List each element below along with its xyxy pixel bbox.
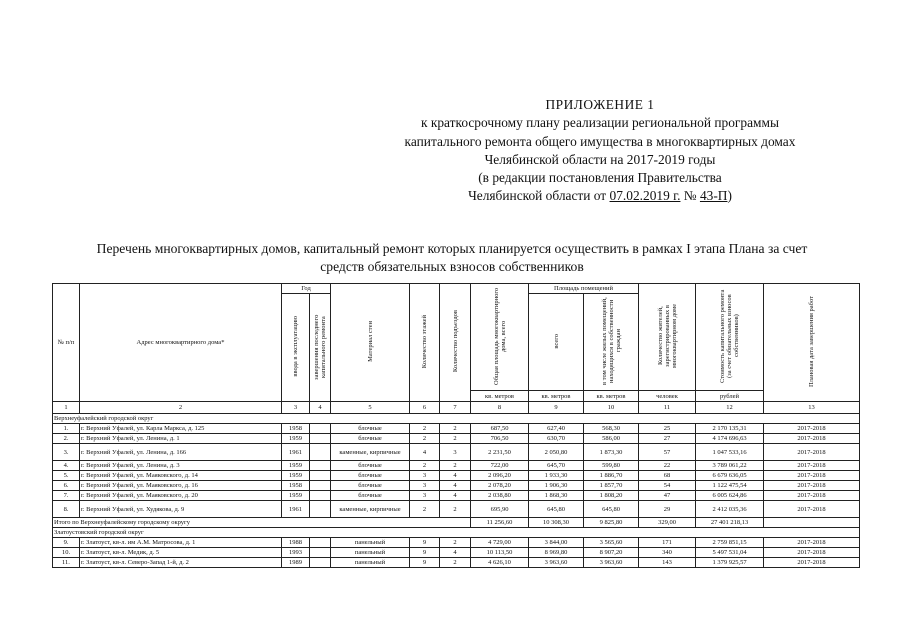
cell-total-area: 706,50 xyxy=(471,434,529,444)
cell-material: панельный xyxy=(331,538,410,548)
header-premises-total: всего xyxy=(529,294,584,391)
column-number-4: 4 xyxy=(310,402,331,414)
cell-num: 11. xyxy=(53,558,80,568)
cell-year: 1959 xyxy=(282,434,310,444)
table-row xyxy=(53,548,860,558)
cell-residents: 25 xyxy=(639,424,696,434)
resolution-date: 07.02.2019 г. xyxy=(609,188,681,204)
cell-premises-citizens: 1 873,30 xyxy=(584,444,639,461)
cell-material: блочные xyxy=(331,434,410,444)
cell-premises-citizens: 645,80 xyxy=(584,501,639,518)
section-row xyxy=(53,414,860,424)
cell-material: каменные, кирпичные xyxy=(331,501,410,518)
cell-total-area: 722,00 xyxy=(471,461,529,471)
cell-material: блочные xyxy=(331,461,410,471)
cell-last-repair xyxy=(310,461,331,471)
cell-cost: 6 005 624,86 xyxy=(696,491,764,501)
table-row xyxy=(53,558,860,568)
header-address: Адрес многоквартирного дома* xyxy=(80,284,282,402)
cell-premises-total: 1 906,30 xyxy=(529,481,584,491)
cell-residents: 22 xyxy=(639,461,696,471)
cell-year: 1961 xyxy=(282,444,310,461)
column-number-13: 13 xyxy=(764,402,860,414)
cell-year: 1989 xyxy=(282,558,310,568)
column-number-7: 7 xyxy=(440,402,471,414)
section-name: Верхнеуфалейский городской округ xyxy=(53,414,860,424)
document-heading xyxy=(40,240,864,276)
section-name: Златоустовский городской округ xyxy=(53,528,860,538)
column-number-6: 6 xyxy=(410,402,440,414)
cell-premises-total: 630,70 xyxy=(529,434,584,444)
cell-premises-total: 2 050,80 xyxy=(529,444,584,461)
cell-last-repair xyxy=(310,548,331,558)
cell-total-area: 4 729,00 xyxy=(471,538,529,548)
cell-total-area: 10 113,50 xyxy=(471,548,529,558)
column-number-3: 3 xyxy=(282,402,310,414)
header-num: № п/п xyxy=(53,284,80,402)
cell-last-repair xyxy=(310,444,331,461)
cell-total-area: 2 096,20 xyxy=(471,471,529,481)
total-premises: 10 308,30 xyxy=(529,518,584,528)
cell-material: блочные xyxy=(331,491,410,501)
resolution-number: 43-П xyxy=(699,188,728,204)
cell-total-area: 2 078,20 xyxy=(471,481,529,491)
header-premises-citizens: в том числе жилых помещений, находящихся в собственности граждан xyxy=(584,294,639,391)
cell-year: 1959 xyxy=(282,491,310,501)
cell-premises-total: 627,40 xyxy=(529,424,584,434)
cell-entrances: 4 xyxy=(440,548,471,558)
cell-floors: 2 xyxy=(410,461,440,471)
cell-total-area: 2 038,80 xyxy=(471,491,529,501)
appendix-header xyxy=(300,96,900,206)
cell-last-repair xyxy=(310,481,331,491)
total-date xyxy=(764,518,860,528)
table-row xyxy=(53,538,860,548)
cell-cost: 1 122 475,54 xyxy=(696,481,764,491)
cell-premises-citizens: 1 886,70 xyxy=(584,471,639,481)
header-floors: Количество этажей xyxy=(410,284,440,402)
cell-floors: 2 xyxy=(410,501,440,518)
cell-year: 1959 xyxy=(282,471,310,481)
cell-year: 1961 xyxy=(282,501,310,518)
cell-premises-total: 645,70 xyxy=(529,461,584,471)
cell-planned-date: 2017-2018 xyxy=(764,424,860,434)
cell-premises-total: 1 933,30 xyxy=(529,471,584,481)
cell-entrances: 4 xyxy=(440,471,471,481)
cell-premises-total: 645,80 xyxy=(529,501,584,518)
cell-planned-date: 2017-2018 xyxy=(764,444,860,461)
cell-material: каменные, кирпичные xyxy=(331,444,410,461)
cell-premises-citizens: 8 907,20 xyxy=(584,548,639,558)
cell-material: блочные xyxy=(331,424,410,434)
cell-num: 3. xyxy=(53,444,80,461)
appendix-line-5 xyxy=(300,187,900,205)
cell-num: 6. xyxy=(53,481,80,491)
column-number-5: 5 xyxy=(331,402,410,414)
cell-planned-date: 2017-2018 xyxy=(764,491,860,501)
unit-premises-citizens: кв. метров xyxy=(584,391,639,402)
cell-residents: 27 xyxy=(639,434,696,444)
column-number-12: 12 xyxy=(696,402,764,414)
header-year: Год xyxy=(282,284,331,294)
header-wall-material: Материал стен xyxy=(331,284,410,402)
cell-residents: 54 xyxy=(639,481,696,491)
cell-num: 5. xyxy=(53,471,80,481)
cell-floors: 2 xyxy=(410,424,440,434)
appendix-line-5-suffix: ) xyxy=(727,188,732,204)
total-row xyxy=(53,518,860,528)
cell-premises-citizens: 1 808,20 xyxy=(584,491,639,501)
cell-residents: 143 xyxy=(639,558,696,568)
unit-cost: рублей xyxy=(696,391,764,402)
cell-residents: 340 xyxy=(639,548,696,558)
header-year-commission: ввода в эксплуатацию xyxy=(282,294,310,402)
cell-premises-total: 8 969,80 xyxy=(529,548,584,558)
cell-cost: 4 174 696,63 xyxy=(696,434,764,444)
cell-last-repair xyxy=(310,538,331,548)
cell-address: г. Верхний Уфалей, ул. Ленина, д. 166 xyxy=(80,444,282,461)
cell-address: г. Верхний Уфалей, ул. Маяковского, д. 20 xyxy=(80,491,282,501)
section-row xyxy=(53,528,860,538)
cell-cost: 2 170 135,31 xyxy=(696,424,764,434)
unit-residents: человек xyxy=(639,391,696,402)
cell-entrances: 2 xyxy=(440,538,471,548)
header-planned-date: Плановая дата завершения работ xyxy=(764,284,860,402)
header-entrances: Количество подъездов xyxy=(440,284,471,402)
cell-material: панельный xyxy=(331,548,410,558)
cell-floors: 3 xyxy=(410,481,440,491)
cell-planned-date: 2017-2018 xyxy=(764,548,860,558)
cell-total-area: 4 626,10 xyxy=(471,558,529,568)
cell-entrances: 2 xyxy=(440,461,471,471)
cell-premises-citizens: 599,80 xyxy=(584,461,639,471)
cell-premises-total: 3 844,00 xyxy=(529,538,584,548)
appendix-line-5-prefix: Челябинской области от xyxy=(468,188,610,204)
cell-total-area: 695,90 xyxy=(471,501,529,518)
total-label: Итого по Верхнеуфалейскому городскому округу xyxy=(53,518,471,528)
cell-residents: 29 xyxy=(639,501,696,518)
cell-cost: 2 759 851,15 xyxy=(696,538,764,548)
cell-planned-date: 2017-2018 xyxy=(764,471,860,481)
cell-address: г. Верхний Уфалей, ул. Карла Маркса, д. 125 xyxy=(80,424,282,434)
cell-planned-date: 2017-2018 xyxy=(764,538,860,548)
unit-total-area: кв. метров xyxy=(471,391,529,402)
total-cost: 27 401 218,13 xyxy=(696,518,764,528)
cell-cost: 1 047 533,16 xyxy=(696,444,764,461)
cell-last-repair xyxy=(310,501,331,518)
cell-planned-date: 2017-2018 xyxy=(764,434,860,444)
cell-residents: 47 xyxy=(639,491,696,501)
cell-planned-date: 2017-2018 xyxy=(764,558,860,568)
cell-premises-total: 3 963,60 xyxy=(529,558,584,568)
cell-floors: 3 xyxy=(410,471,440,481)
cell-entrances: 2 xyxy=(440,424,471,434)
table-row xyxy=(53,424,860,434)
column-number-11: 11 xyxy=(639,402,696,414)
header-cost: Стоимость капитального ремонта (за счет обязательных взносов собственников) xyxy=(696,284,764,391)
header-row-1 xyxy=(53,284,860,294)
cell-cost: 5 497 531,04 xyxy=(696,548,764,558)
cell-material: блочные xyxy=(331,471,410,481)
column-number-10: 10 xyxy=(584,402,639,414)
cell-residents: 68 xyxy=(639,471,696,481)
cell-num: 1. xyxy=(53,424,80,434)
cell-entrances: 2 xyxy=(440,501,471,518)
cell-year: 1988 xyxy=(282,538,310,548)
appendix-line-1: к краткосрочному плану реализации региональной программы xyxy=(420,115,779,131)
cell-premises-citizens: 3 565,60 xyxy=(584,538,639,548)
appendix-line-5-mid: № xyxy=(680,188,700,204)
buildings-table xyxy=(52,283,860,568)
cell-residents: 57 xyxy=(639,444,696,461)
cell-total-area: 2 231,50 xyxy=(471,444,529,461)
cell-material: блочные xyxy=(331,481,410,491)
cell-premises-citizens: 586,00 xyxy=(584,434,639,444)
cell-last-repair xyxy=(310,471,331,481)
cell-num: 10. xyxy=(53,548,80,558)
table-row xyxy=(53,491,860,501)
cell-last-repair xyxy=(310,434,331,444)
cell-floors: 9 xyxy=(410,548,440,558)
cell-address: г. Златоуст, кв-л. Северо-Запад 1-й, д. 2 xyxy=(80,558,282,568)
cell-cost: 3 789 061,22 xyxy=(696,461,764,471)
heading-line-2: средств обязательных взносов собственников xyxy=(320,259,584,274)
header-total-area: Общая площадь многоквартирного дома, всего xyxy=(471,284,529,391)
cell-last-repair xyxy=(310,491,331,501)
cell-total-area: 687,50 xyxy=(471,424,529,434)
cell-num: 8. xyxy=(53,501,80,518)
cell-num: 9. xyxy=(53,538,80,548)
cell-last-repair xyxy=(310,424,331,434)
cell-year: 1958 xyxy=(282,424,310,434)
cell-floors: 2 xyxy=(410,434,440,444)
column-number-2: 2 xyxy=(80,402,282,414)
cell-planned-date: 2017-2018 xyxy=(764,481,860,491)
cell-floors: 3 xyxy=(410,491,440,501)
column-numbers-row xyxy=(53,402,860,414)
cell-entrances: 4 xyxy=(440,481,471,491)
cell-premises-citizens: 1 857,70 xyxy=(584,481,639,491)
unit-premises-total: кв. метров xyxy=(529,391,584,402)
cell-premises-citizens: 568,30 xyxy=(584,424,639,434)
cell-year: 1958 xyxy=(282,481,310,491)
appendix-line-3: Челябинской области на 2017-2019 годы xyxy=(484,151,716,167)
cell-address: г. Златоуст, кв-л. Медик, д. 5 xyxy=(80,548,282,558)
cell-floors: 9 xyxy=(410,538,440,548)
cell-year: 1959 xyxy=(282,461,310,471)
appendix-line-2: капитального ремонта общего имущества в многоквартирных домах xyxy=(404,133,796,149)
table-row xyxy=(53,471,860,481)
cell-premises-citizens: 3 963,60 xyxy=(584,558,639,568)
cell-premises-total: 1 868,30 xyxy=(529,491,584,501)
appendix-title: ПРИЛОЖЕНИЕ 1 xyxy=(545,97,655,112)
table-row xyxy=(53,444,860,461)
cell-planned-date: 2017-2018 xyxy=(764,461,860,471)
table-row xyxy=(53,461,860,471)
cell-num: 2. xyxy=(53,434,80,444)
cell-planned-date: 2017-2018 xyxy=(764,501,860,518)
header-residents: Количество жителей, зарегистрированных в многоквартирном доме xyxy=(639,284,696,391)
cell-last-repair xyxy=(310,558,331,568)
cell-cost: 1 379 925,57 xyxy=(696,558,764,568)
cell-floors: 4 xyxy=(410,444,440,461)
cell-address: г. Верхний Уфалей, ул. Худякова, д. 9 xyxy=(80,501,282,518)
cell-address: г. Верхний Уфалей, ул. Ленина, д. 1 xyxy=(80,434,282,444)
cell-floors: 9 xyxy=(410,558,440,568)
column-number-8: 8 xyxy=(471,402,529,414)
cell-address: г. Златоуст, кв-л. им А.М. Матросова, д. 1 xyxy=(80,538,282,548)
cell-residents: 171 xyxy=(639,538,696,548)
header-premises-area: Площадь помещений xyxy=(529,284,639,294)
cell-year: 1993 xyxy=(282,548,310,558)
cell-entrances: 2 xyxy=(440,558,471,568)
cell-material: панельный xyxy=(331,558,410,568)
cell-address: г. Верхний Уфалей, ул. Маяковского, д. 16 xyxy=(80,481,282,491)
header-year-last-repair: завершения последнего капитального ремонта xyxy=(310,294,331,402)
heading-line-1: Перечень многоквартирных домов, капитальный ремонт которых планируется осуществить в рамках I этапа Плана за счет xyxy=(96,241,808,256)
total-citizens: 9 825,80 xyxy=(584,518,639,528)
cell-address: г. Верхний Уфалей, ул. Ленина, д. 3 xyxy=(80,461,282,471)
column-number-9: 9 xyxy=(529,402,584,414)
cell-address: г. Верхний Уфалей, ул. Маяковского, д. 14 xyxy=(80,471,282,481)
cell-num: 7. xyxy=(53,491,80,501)
cell-entrances: 3 xyxy=(440,444,471,461)
appendix-line-4: (в редакции постановления Правительства xyxy=(478,170,722,186)
cell-cost: 6 679 636,05 xyxy=(696,471,764,481)
total-area: 11 256,60 xyxy=(471,518,529,528)
table-row xyxy=(53,501,860,518)
total-residents: 329,00 xyxy=(639,518,696,528)
cell-cost: 2 412 035,36 xyxy=(696,501,764,518)
cell-entrances: 4 xyxy=(440,491,471,501)
cell-entrances: 2 xyxy=(440,434,471,444)
column-number-1: 1 xyxy=(53,402,80,414)
cell-num: 4. xyxy=(53,461,80,471)
table-row xyxy=(53,434,860,444)
table-row xyxy=(53,481,860,491)
